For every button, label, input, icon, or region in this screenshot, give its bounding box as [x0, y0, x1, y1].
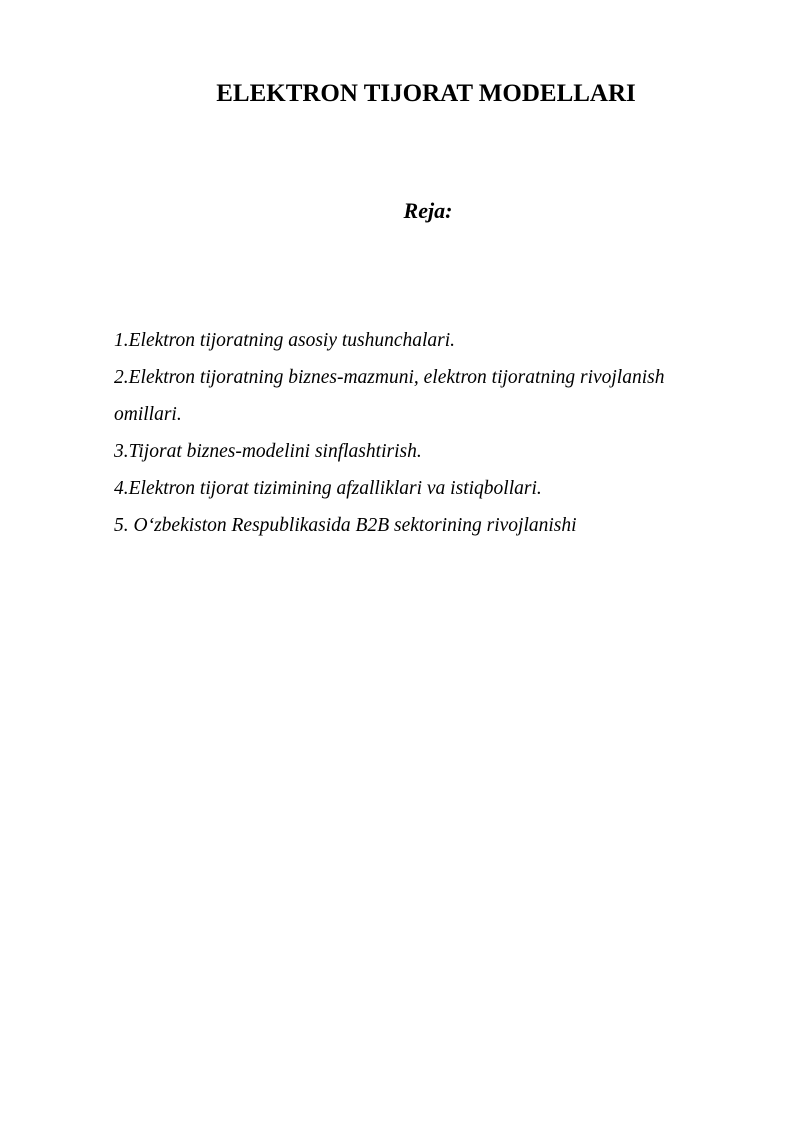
plan-list [114, 322, 734, 544]
plan-item: 1.Elektron tijoratning asosiy tushunchalari. [114, 330, 456, 351]
document-title: ELEKTRON TIJORAT MODELLARI [216, 80, 636, 107]
plan-heading: Reja: [403, 198, 453, 223]
plan-item: 2.Elektron tijoratning biznes-mazmuni, elektron tijoratning rivojlanish omillari. [114, 367, 665, 425]
plan-item: 3.Tijorat biznes-modelini sinflashtirish. [114, 441, 422, 462]
plan-item: 5. O‘zbekiston Respublikasida B2B sektorining rivojlanishi [114, 515, 577, 536]
plan-item: 4.Elektron tijorat tizimining afzalliklari va istiqbollari. [114, 478, 542, 499]
